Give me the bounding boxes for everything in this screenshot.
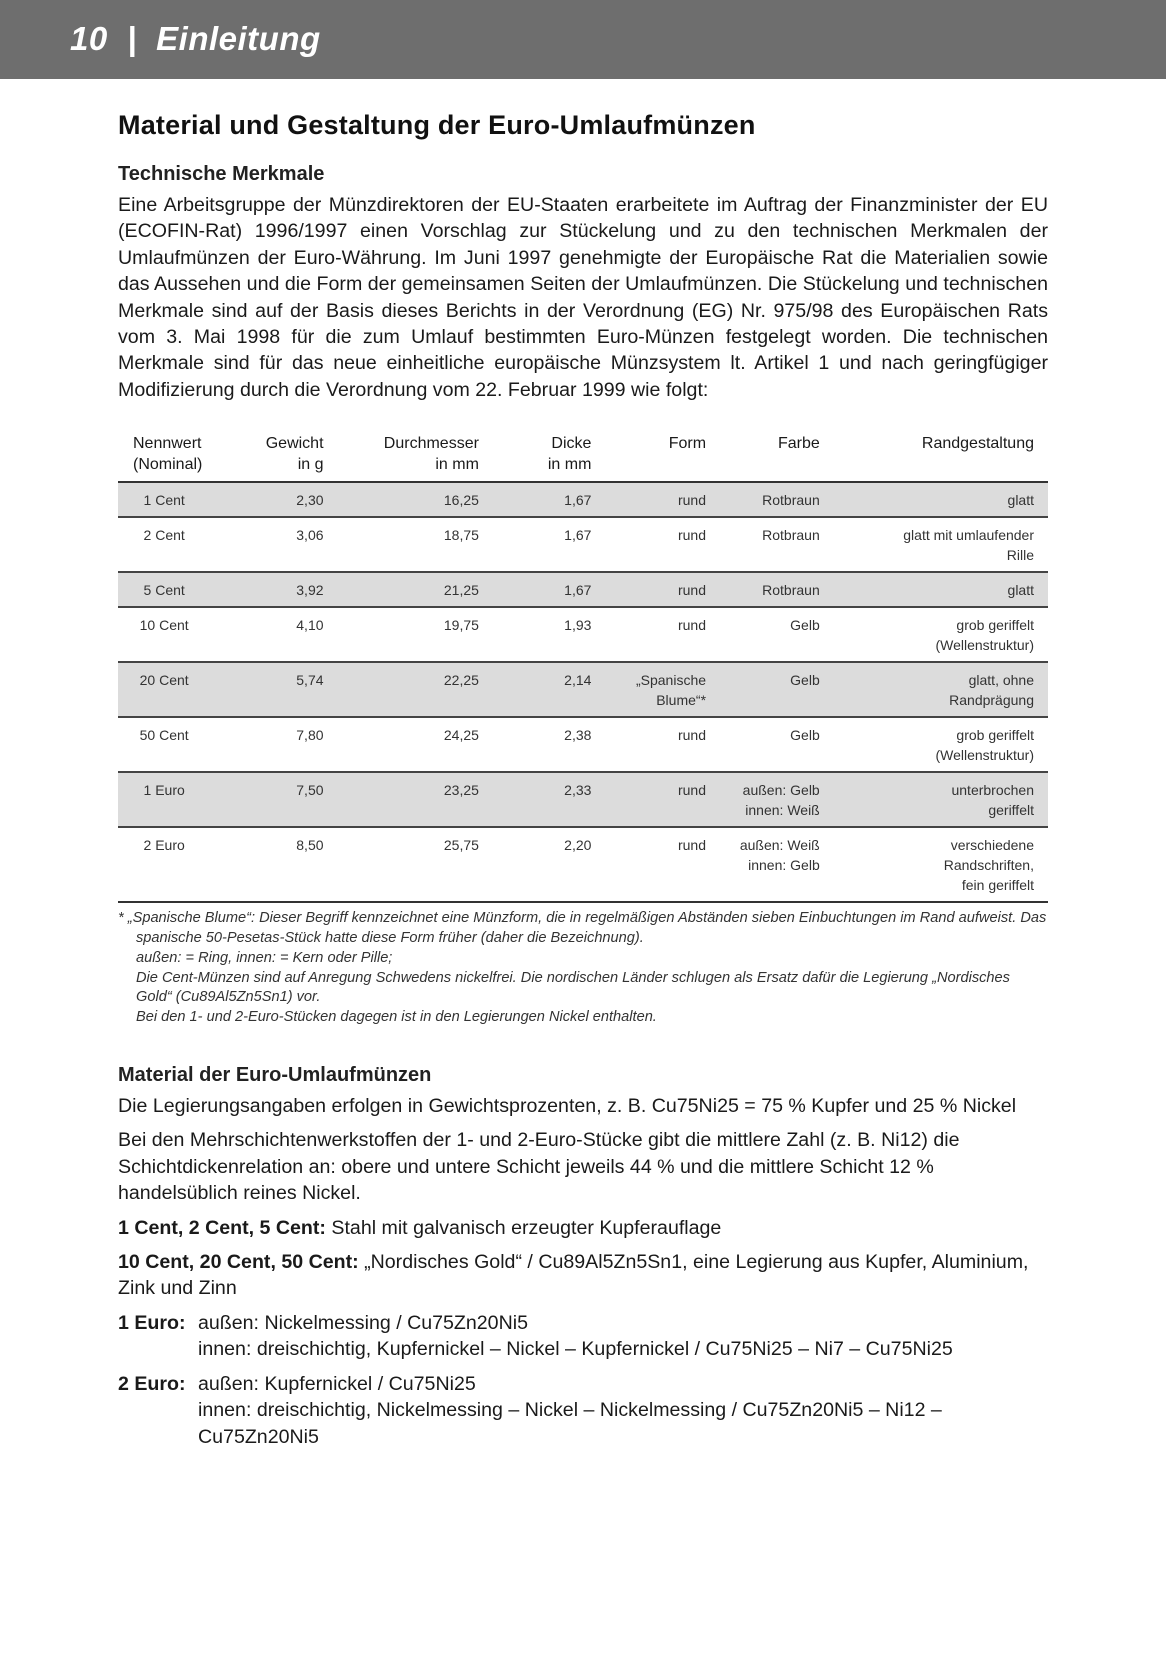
large-cent-text: „Nordisches Gold“ / Cu89Al5Zn5Sn1, eine Legierung aus Kupfer, Aluminium, Zink und Zinn (118, 1251, 1029, 1300)
tech-heading: Technische Merkmale (118, 163, 325, 185)
cell-weight: 3,06 (202, 517, 323, 572)
two-euro-label: 2 Euro: (118, 1372, 186, 1395)
material-section (118, 1064, 1048, 1450)
cell-thickness: 2,20 (479, 827, 591, 902)
cell-weight: 7,50 (202, 772, 323, 827)
table-row (118, 482, 1048, 517)
cell-nominal: 20 Cent (118, 662, 202, 717)
header-cell: Gewicht in g (202, 433, 323, 482)
cell-thickness: 1,67 (479, 482, 591, 517)
tech-paragraph: Eine Arbeitsgruppe der Münzdirektoren der EU-Staaten erarbeitete im Auftrag der Finanzminister der EU (ECOFIN-Rat) 1996/1997 einen Vorschlag zur Stückelung und zu den technischen Merkmalen der Umlaufmünzen der Euro-Währung. Im Juni 1997 genehmigte der Europäische Rat die Materialien sowie das Aussehen und die Form der gemeinsamen Seiten der Umlaufmünzen. Die Stückelung und technischen Merkmale sind auf der Basis dieses Berichts in der Verordnung (EG) Nr. 975/98 des Europäischen Rats vom 3. Mai 1998 für die zum Umlauf bestimmten Euro-Münzen festgelegt worden. Die technischen Merkmale sind für das neue einheitliche europäische Münzsystem lt. Artikel 1 und nach geringfügiger Modifizierung durch die Verordnung vom 22. Februar 1999 wie folgt: (118, 194, 1048, 401)
cell-diameter: 23,25 (324, 772, 479, 827)
cell-edge: glatt (820, 572, 1048, 607)
cell-weight: 7,80 (202, 717, 323, 772)
table-row (118, 717, 1048, 772)
cell-form: „Spanische Blume“* (591, 662, 706, 717)
header-cell: Dicke in mm (479, 433, 591, 482)
cell-nominal: 2 Cent (118, 517, 202, 572)
cell-color: Rotbraun (706, 572, 820, 607)
cell-diameter: 18,75 (324, 517, 479, 572)
header-cell: Nennwert (Nominal) (118, 433, 202, 482)
cell-diameter: 19,75 (324, 607, 479, 662)
coin-spec-table (118, 433, 1048, 903)
header-separator: | (127, 20, 137, 57)
cell-edge: glatt, ohne Randprägung (820, 662, 1048, 717)
cell-form: rund (591, 717, 706, 772)
cell-diameter: 24,25 (324, 717, 479, 772)
header-title (70, 20, 321, 58)
table-header-row (118, 433, 1048, 482)
material-large-cent (118, 1249, 1048, 1302)
cell-edge: verschiedene Randschriften, fein geriffelt (820, 827, 1048, 902)
cell-color: außen: Gelb innen: Weiß (706, 772, 820, 827)
cell-color: Rotbraun (706, 482, 820, 517)
small-cent-label: 1 Cent, 2 Cent, 5 Cent: (118, 1216, 326, 1239)
cell-weight: 3,92 (202, 572, 323, 607)
cell-color: Gelb (706, 607, 820, 662)
cell-thickness: 2,38 (479, 717, 591, 772)
cell-diameter: 16,25 (324, 482, 479, 517)
table-row (118, 772, 1048, 827)
cell-form: rund (591, 772, 706, 827)
table-footnotes (118, 909, 1048, 1028)
table-row (118, 572, 1048, 607)
cell-form: rund (591, 607, 706, 662)
table-row (118, 517, 1048, 572)
cell-form: rund (591, 517, 706, 572)
cell-form: rund (591, 482, 706, 517)
cell-color: Rotbraun (706, 517, 820, 572)
small-cent-text: Stahl mit galvanisch erzeugter Kupferauflage (331, 1216, 722, 1239)
footnote-nickel-free: Die Cent-Münzen sind auf Anregung Schwedens nickelfrei. Die nordischen Länder schlugen als Ersatz dafür die Legierung „Nordisches Gold“ (Cu89Al5Zn5Sn1) vor. (136, 969, 1010, 1006)
one-euro-outer: außen: Nickelmessing / Cu75Zn20Ni5 (198, 1311, 528, 1334)
cell-nominal: 2 Euro (118, 827, 202, 902)
cell-thickness: 1,93 (479, 607, 591, 662)
cell-diameter: 22,25 (324, 662, 479, 717)
cell-diameter: 21,25 (324, 572, 479, 607)
cell-nominal: 10 Cent (118, 607, 202, 662)
cell-edge: grob geriffelt (Wellenstruktur) (820, 717, 1048, 772)
page-title: Material und Gestaltung der Euro-Umlaufmünzen (118, 110, 756, 140)
section-title: Einleitung (156, 20, 321, 57)
cell-nominal: 50 Cent (118, 717, 202, 772)
cell-color: Gelb (706, 662, 820, 717)
two-euro-inner: innen: dreischichtig, Nickelmessing – Nickel – Nickelmessing / Cu75Zn20Ni5 – Ni12 – Cu75Zn20Ni5 (198, 1399, 942, 1448)
cell-thickness: 2,14 (479, 662, 591, 717)
cell-diameter: 25,75 (324, 827, 479, 902)
one-euro-label: 1 Euro: (118, 1311, 186, 1334)
page-content (118, 110, 1048, 1458)
footnote-ring-core: außen: = Ring, innen: = Kern oder Pille; (136, 949, 393, 966)
large-cent-label: 10 Cent, 20 Cent, 50 Cent: (118, 1251, 359, 1274)
page-number: 10 (70, 20, 108, 57)
header-cell: Durchmesser in mm (324, 433, 479, 482)
table-row (118, 662, 1048, 717)
material-paragraph-layers: Bei den Mehrschichtenwerkstoffen der 1- und 2-Euro-Stücke gibt die mittlere Zahl (z. B. Ni12) die Schichtdickenrelation an: obere und untere Schicht jeweils 44 % und die mittlere Schicht 12 % handelsüblich reines Nickel. (118, 1129, 960, 1205)
cell-edge: glatt (820, 482, 1048, 517)
header-cell: Farbe (706, 433, 820, 482)
cell-form: rund (591, 827, 706, 902)
cell-edge: glatt mit umlaufender Rille (820, 517, 1048, 572)
cell-thickness: 1,67 (479, 572, 591, 607)
two-euro-outer: außen: Kupfernickel / Cu75Ni25 (198, 1372, 476, 1395)
material-heading: Material der Euro-Umlaufmünzen (118, 1064, 432, 1087)
footnote-euro-nickel: Bei den 1- und 2-Euro-Stücken dagegen ist in den Legierungen Nickel enthalten. (136, 1009, 657, 1026)
cell-color: außen: Weiß innen: Gelb (706, 827, 820, 902)
cell-thickness: 2,33 (479, 772, 591, 827)
cell-edge: unterbrochen geriffelt (820, 772, 1048, 827)
cell-color: Gelb (706, 717, 820, 772)
cell-form: rund (591, 572, 706, 607)
cell-edge: grob geriffelt (Wellenstruktur) (820, 607, 1048, 662)
cell-nominal: 1 Cent (118, 482, 202, 517)
cell-weight: 2,30 (202, 482, 323, 517)
material-small-cent (118, 1215, 1048, 1241)
footnote-spanish-flower: * „Spanische Blume“: Dieser Begriff kennzeichnet eine Münzform, die in regelmäßigen Abständen sieben Einbuchtungen im Rand aufweist. Das spanische 50-Pesetas-Stück hatte diese Form früher (daher die Bezeichnung). (118, 910, 1047, 947)
cell-nominal: 1 Euro (118, 772, 202, 827)
cell-thickness: 1,67 (479, 517, 591, 572)
material-one-euro (118, 1310, 1048, 1363)
cell-weight: 4,10 (202, 607, 323, 662)
cell-nominal: 5 Cent (118, 572, 202, 607)
one-euro-inner: innen: dreischichtig, Kupfernickel – Nickel – Kupfernickel / Cu75Ni25 – Ni7 – Cu75Ni25 (198, 1338, 953, 1361)
cell-weight: 8,50 (202, 827, 323, 902)
table-row (118, 827, 1048, 902)
material-paragraph-alloys: Die Legierungsangaben erfolgen in Gewichtsprozenten, z. B. Cu75Ni25 = 75 % Kupfer und 25 % Nickel (118, 1095, 1017, 1118)
header-cell: Form (591, 433, 706, 482)
material-two-euro (118, 1371, 1048, 1450)
cell-weight: 5,74 (202, 662, 323, 717)
header-cell: Randgestaltung (820, 433, 1048, 482)
table-row (118, 607, 1048, 662)
page-header (0, 0, 1166, 79)
table-body (118, 482, 1048, 902)
